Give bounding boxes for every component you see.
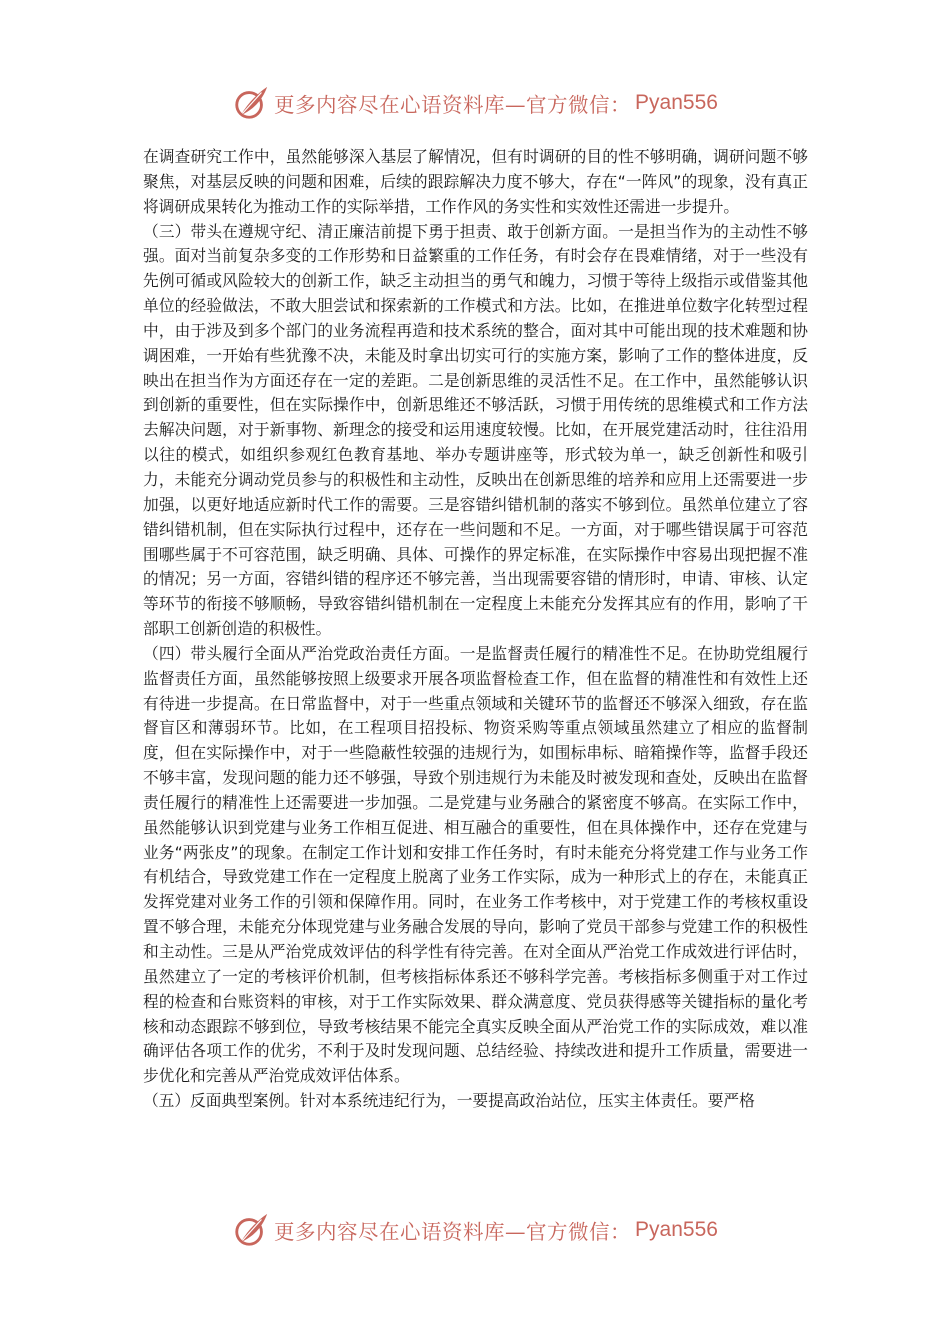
paragraph-section-5: （五）反面典型案例。针对本系统违纪行为，一要提高政治站位，压实主体责任。要严格 xyxy=(143,1091,755,1111)
quill-logo-icon xyxy=(232,84,270,122)
header-banner xyxy=(0,81,950,125)
banner-wechat-id: Pyan556 xyxy=(635,1218,718,1241)
footer-banner xyxy=(0,1208,950,1252)
paragraph-investigation: 在调查研究工作中，虽然能够深入基层了解情况，但有时调研的目的性不够明确，调研问题不够聚焦，对基层反映的问题和困难，后续的跟踪解决力度不够大，存在“一阵风”的现象，没有真正将调研成果转化为推动工作的实际举措，工作作风的务实性和实效性还需进一步提升。 xyxy=(143,147,808,216)
banner-site-text: 更多内容尽在心语资料库—官方微信： xyxy=(274,93,632,117)
quill-logo-icon xyxy=(232,1211,270,1249)
paragraph-section-4: （四）带头履行全面从严治党政治责任方面。一是监督责任履行的精准性不足。在协助党组履行监督责任方面，虽然能够按照上级要求开展各项监督检查工作，但在监督的精准性和有效性上还有待进一步提高。在日常监督中，对于一些重点领域和关键环节的监督还不够深入细致，存在监督盲区和薄弱环节。比如，在工程项目招投标、物资采购等重点领域虽然建立了相应的监督制度，但在实际操作中，对于一些隐蔽性较强的违规行为，如围标串标、暗箱操作等，监督手段还不够丰富，发现问题的能力还不够强，导致个别违规行为未能及时被发现和查处，反映出在监督责任履行的精准性上还需要进一步加强。二是党建与业务融合的紧密度不够高。在实际工作中，虽然能够认识到党建与业务工作相互促进、相互融合的重要性，但在具体操作中，还存在党建与业务“两张皮”的现象。在制定工作计划和安排工作任务时，有时未能充分将党建工作与业务工作有机结合，导致党建工作在一定程度上脱离了业务工作实际，成为一种形式上的存在，未能真正发挥党建对业务工作的引领和保障作用。同时，在业务工作考核中，对于党建工作的考核权重设置不够合理，未能充分体现党建与业务融合发展的导向，影响了党员干部参与党建工作的积极性和主动性。三是从严治党成效评估的科学性有待完善。在对全面从严治党工作成效进行评估时，虽然建立了一定的考核评价机制，但考核指标体系还不够科学完善。考核指标多侧重于对工作过程的检查和台账资料的审核，对于工作实际效果、群众满意度、党员获得感等关键指标的量化考核和动态跟踪不够到位，导致考核结果不能完全真实反映全面从严治党工作的实际成效，难以准确评估各项工作的优劣，不利于及时发现问题、总结经验、持续改进和提升工作质量，需要进一步优化和完善从严治党成效评估体系。 xyxy=(143,643,808,1086)
banner-site-text: 更多内容尽在心语资料库—官方微信： xyxy=(274,1220,632,1244)
paragraph-section-3: （三）带头在遵规守纪、清正廉洁前提下勇于担责、敢于创新方面。一是担当作为的主动性不够强。面对当前复杂多变的工作形势和日益繁重的工作任务，有时会存在畏难情绪，对于一些没有先例可循或风险较大的创新工作，缺乏主动担当的勇气和魄力，习惯于等待上级指示或借鉴其他单位的经验做法，不敢大胆尝试和探索新的工作模式和方法。比如，在推进单位数字化转型过程中，由于涉及到多个部门的业务流程再造和技术系统的整合，面对其中可能出现的技术难题和协调困难，一开始有些犹豫不决，未能及时拿出切实可行的实施方案，影响了工作的整体进度，反映出在担当作为方面还存在一定的差距。二是创新思维的灵活性不足。在工作中，虽然能够认识到创新的重要性，但在实际操作中，创新思维还不够活跃，习惯于用传统的思维模式和工作方法去解决问题，对于新事物、新理念的接受和运用速度较慢。比如，在开展党建活动时，往往沿用以往的模式，如组织参观红色教育基地、举办专题讲座等，形式较为单一，缺乏创新性和吸引力，未能充分调动党员参与的积极性和主动性，反映出在创新思维的培养和应用上还需要进一步加强，以更好地适应新时代工作的需要。三是容错纠错机制的落实不够到位。虽然单位建立了容错纠错机制，但在实际执行过程中，还存在一些问题和不足。一方面，对于哪些错误属于可容范围哪些属于不可容范围，缺乏明确、具体、可操作的界定标准，在实际操作中容易出现把握不准的情况；另一方面，容错纠错的程序还不够完善，当出现需要容错的情形时，申请、审核、认定等环节的衔接不够顺畅，导致容错纠错机制在一定程度上未能充分发挥其应有的作用，影响了干部职工创新创造的积极性。 xyxy=(143,221,808,639)
banner-wechat-id: Pyan556 xyxy=(635,91,718,114)
document-body xyxy=(143,145,808,1114)
